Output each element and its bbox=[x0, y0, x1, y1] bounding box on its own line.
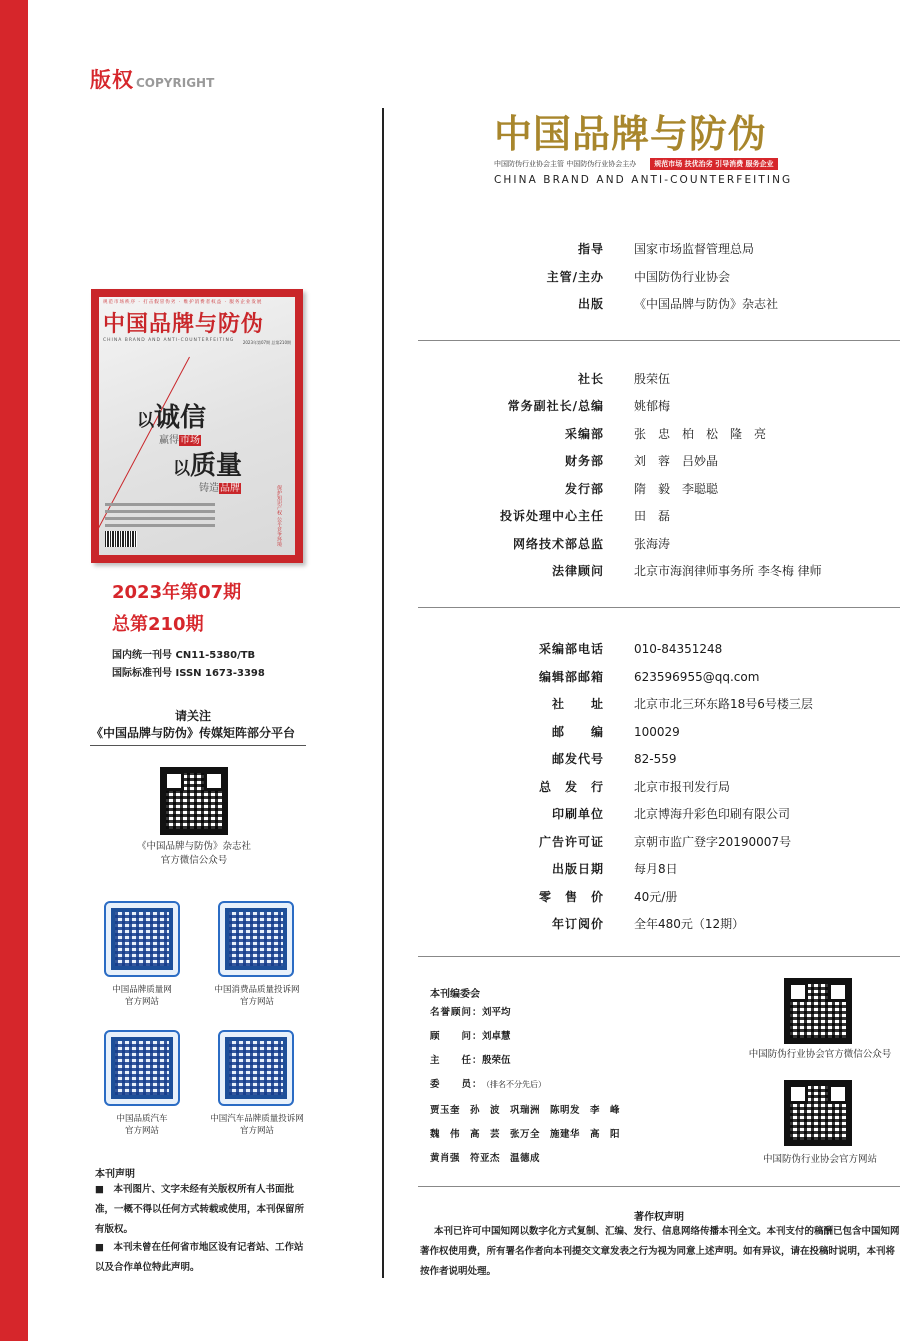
info-row bbox=[470, 369, 910, 389]
masthead-sub: 中国防伪行业协会主管 中国防伪行业协会主办 bbox=[494, 160, 637, 168]
cn-number: 国内统一刊号 CN11-5380/TB bbox=[112, 650, 256, 661]
info-label: 总 发 行 bbox=[538, 780, 604, 794]
issue-total: 总第210期 bbox=[112, 614, 204, 635]
qr-caption: 中国品牌质量网 官方网站 bbox=[112, 985, 172, 1007]
info-row bbox=[470, 804, 910, 824]
qr-caption: 《中国品牌与防伪》杂志社 官方微信公众号 bbox=[136, 841, 251, 866]
info-row bbox=[470, 832, 910, 852]
board-row: 名誉顾问：刘平均 bbox=[430, 1007, 511, 1018]
info-label: 财务部 bbox=[564, 454, 604, 468]
info-value: 623596955@qq.com bbox=[634, 670, 760, 684]
info-value: 姚郁梅 bbox=[634, 399, 671, 413]
issn-number: 国际标准刊号 ISSN 1673-3398 bbox=[112, 668, 265, 679]
info-label: 印刷单位 bbox=[551, 807, 604, 821]
cover-side-text: 保护知识产权 公平竞争环境 bbox=[276, 485, 282, 547]
info-row bbox=[470, 694, 910, 714]
info-label: 邮发代号 bbox=[551, 752, 604, 766]
copyright-notice-body: 本刊已许可中国知网以数字化方式复制、汇编、发行、信息网络传播本刊全文。本刊支付的稿酬已包含中国知网著作权使用费，所有署名作者向本刊提交文章发表之行为视为同意上述声明。如有异议，请在投稿时说明，本刊将按作者说明处理。 bbox=[420, 1226, 900, 1277]
divider bbox=[418, 1186, 900, 1187]
website-qr-icon bbox=[218, 1030, 294, 1106]
qr-caption: 中国消费品质量投诉网 官方网站 bbox=[214, 985, 300, 1007]
info-row bbox=[470, 639, 910, 659]
cover-title: 中国品牌与防伪 bbox=[103, 311, 265, 337]
info-value: 刘 蓉 吕妙晶 bbox=[634, 454, 719, 468]
masthead-slogan: 规范市场 扶优治劣 引导消费 服务企业 bbox=[650, 158, 777, 170]
magazine-cover bbox=[91, 289, 303, 563]
info-value: 张海涛 bbox=[634, 537, 671, 551]
info-label: 发行部 bbox=[564, 482, 604, 496]
cover-headline-2: 以质量 bbox=[173, 451, 243, 481]
divider bbox=[418, 607, 900, 608]
cover-body-text bbox=[105, 503, 215, 531]
issue-number: 2023年第07期 bbox=[112, 582, 242, 603]
divider bbox=[418, 340, 900, 341]
info-value: 010-84351248 bbox=[634, 642, 723, 656]
info-label: 邮 编 bbox=[551, 725, 604, 739]
info-value: 全年480元（12期） bbox=[634, 917, 745, 931]
info-value: 《中国品牌与防伪》杂志社 bbox=[634, 297, 779, 311]
masthead-title: 中国品牌与防伪 bbox=[494, 111, 768, 156]
board-names: 魏 伟 高 芸 张万全 施建华 高 阳 bbox=[430, 1129, 621, 1140]
association-wechat-qr-icon bbox=[784, 978, 852, 1044]
info-value: 京朝市监广登字20190007号 bbox=[634, 835, 792, 849]
info-value: 隋 毅 李聪聪 bbox=[634, 482, 719, 496]
website-qr-icon bbox=[218, 901, 294, 977]
info-label: 法律顾问 bbox=[551, 564, 604, 578]
info-row bbox=[470, 722, 910, 742]
info-label: 零 售 价 bbox=[538, 890, 604, 904]
info-label: 投诉处理中心主任 bbox=[499, 509, 604, 523]
info-row bbox=[470, 294, 910, 314]
info-label: 主管/主办 bbox=[546, 270, 604, 284]
info-row bbox=[470, 561, 910, 581]
header-title-cn: 版权 bbox=[90, 68, 134, 92]
info-label: 出版日期 bbox=[551, 862, 604, 876]
qr-caption: 中国汽车品牌质量投诉网 官方网站 bbox=[210, 1114, 304, 1136]
info-row bbox=[470, 749, 910, 769]
cover-subline-1: 赢得市场 bbox=[159, 435, 200, 446]
board-title: 本刊编委会 bbox=[430, 989, 480, 1000]
info-row bbox=[470, 396, 910, 416]
cover-issue: 2023年第07期 总第210期 bbox=[242, 340, 291, 345]
info-label: 社长 bbox=[577, 372, 604, 386]
barcode-icon bbox=[105, 531, 137, 547]
copyright-notice-title: 著作权声明 bbox=[634, 1212, 684, 1223]
header-title-en: COPYRIGHT bbox=[136, 76, 215, 90]
association-website-qr-icon bbox=[784, 1080, 852, 1146]
info-value: 殷荣伍 bbox=[634, 372, 671, 386]
qr-caption: 中国防伪行业协会官方微信公众号 bbox=[748, 1049, 892, 1060]
board-row: 主 任：殷荣伍 bbox=[430, 1055, 511, 1066]
board-names: 黄肖强 符亚杰 温德成 bbox=[430, 1153, 541, 1164]
info-row bbox=[470, 506, 910, 526]
follow-line-2: 《中国品牌与防伪》传媒矩阵部分平台 bbox=[90, 726, 295, 740]
website-qr-icon bbox=[104, 901, 180, 977]
wechat-qr-icon bbox=[160, 767, 228, 835]
board-names: 贾玉奎 孙 波 巩瑞洲 陈明发 李 峰 bbox=[430, 1105, 621, 1116]
cover-headline-1: 以诚信 bbox=[137, 403, 207, 433]
info-row bbox=[470, 479, 910, 499]
website-qr-icon bbox=[104, 1030, 180, 1106]
copyright-header bbox=[90, 64, 214, 94]
info-value: 82-559 bbox=[634, 752, 677, 766]
qr-caption: 中国品质汽车 官方网站 bbox=[116, 1114, 168, 1136]
cover-subline-2: 铸造品牌 bbox=[199, 483, 240, 494]
info-row bbox=[470, 859, 910, 879]
masthead-english: CHINA BRAND AND ANTI-COUNTERFEITING bbox=[494, 174, 793, 186]
info-label: 编辑部邮箱 bbox=[538, 670, 604, 684]
masthead bbox=[494, 112, 814, 186]
info-value: 40元/册 bbox=[634, 890, 678, 904]
info-row bbox=[470, 267, 910, 287]
info-label: 采编部 bbox=[564, 427, 604, 441]
info-label: 采编部电话 bbox=[538, 642, 604, 656]
board-row: 顾 问：刘卓慧 bbox=[430, 1031, 511, 1042]
statement-title: 本刊声明 bbox=[95, 1169, 135, 1180]
info-row bbox=[470, 451, 910, 471]
info-label: 常务副社长/总编 bbox=[507, 399, 604, 413]
info-row bbox=[470, 887, 910, 907]
info-value: 国家市场监督管理总局 bbox=[634, 242, 755, 256]
statement-paragraph: ■ 本刊图片、文字未经有关版权所有人书面批准，一概不得以任何方式转载或使用，本刊保留所有版权。 bbox=[95, 1184, 305, 1235]
info-value: 北京市报刊发行局 bbox=[634, 780, 731, 794]
red-edge-strip bbox=[0, 0, 28, 1341]
info-value: 北京博海升彩色印刷有限公司 bbox=[634, 807, 791, 821]
cover-top-line: 规范市场秩序 · 打击假冒伪劣 · 维护消费者权益 · 服务企业发展 bbox=[103, 300, 263, 305]
info-label: 社 址 bbox=[551, 697, 604, 711]
info-value: 北京市北三环东路18号6号楼三层 bbox=[634, 697, 813, 711]
info-row bbox=[470, 534, 910, 554]
info-label: 年订阅价 bbox=[551, 917, 604, 931]
divider bbox=[90, 745, 306, 746]
board-row: 委 员：（排名不分先后） bbox=[430, 1079, 546, 1090]
info-value: 田 磊 bbox=[634, 509, 671, 523]
divider bbox=[418, 956, 900, 957]
info-label: 广告许可证 bbox=[538, 835, 604, 849]
info-label: 网络技术部总监 bbox=[512, 537, 604, 551]
statement-paragraph: ■ 本刊未曾在任何省市地区设有记者站、工作站以及合作单位特此声明。 bbox=[95, 1242, 304, 1273]
info-label: 出版 bbox=[577, 297, 604, 311]
info-row bbox=[470, 667, 910, 687]
info-row bbox=[470, 239, 910, 259]
column-divider bbox=[382, 108, 384, 1278]
info-value: 中国防伪行业协会 bbox=[634, 270, 731, 284]
info-row bbox=[470, 914, 910, 934]
info-value: 北京市海润律师事务所 李冬梅 律师 bbox=[634, 564, 822, 578]
qr-caption: 中国防伪行业协会官方网站 bbox=[762, 1154, 877, 1165]
info-row bbox=[470, 777, 910, 797]
cover-english: CHINA BRAND AND ANTI-COUNTERFEITING bbox=[103, 338, 235, 343]
follow-line-1: 请关注 bbox=[174, 709, 211, 723]
info-value: 每月8日 bbox=[634, 862, 678, 876]
info-label: 指导 bbox=[577, 242, 604, 256]
info-value: 100029 bbox=[634, 725, 680, 739]
info-row bbox=[470, 424, 910, 444]
info-value: 张 忠 柏 松 隆 亮 bbox=[634, 427, 767, 441]
